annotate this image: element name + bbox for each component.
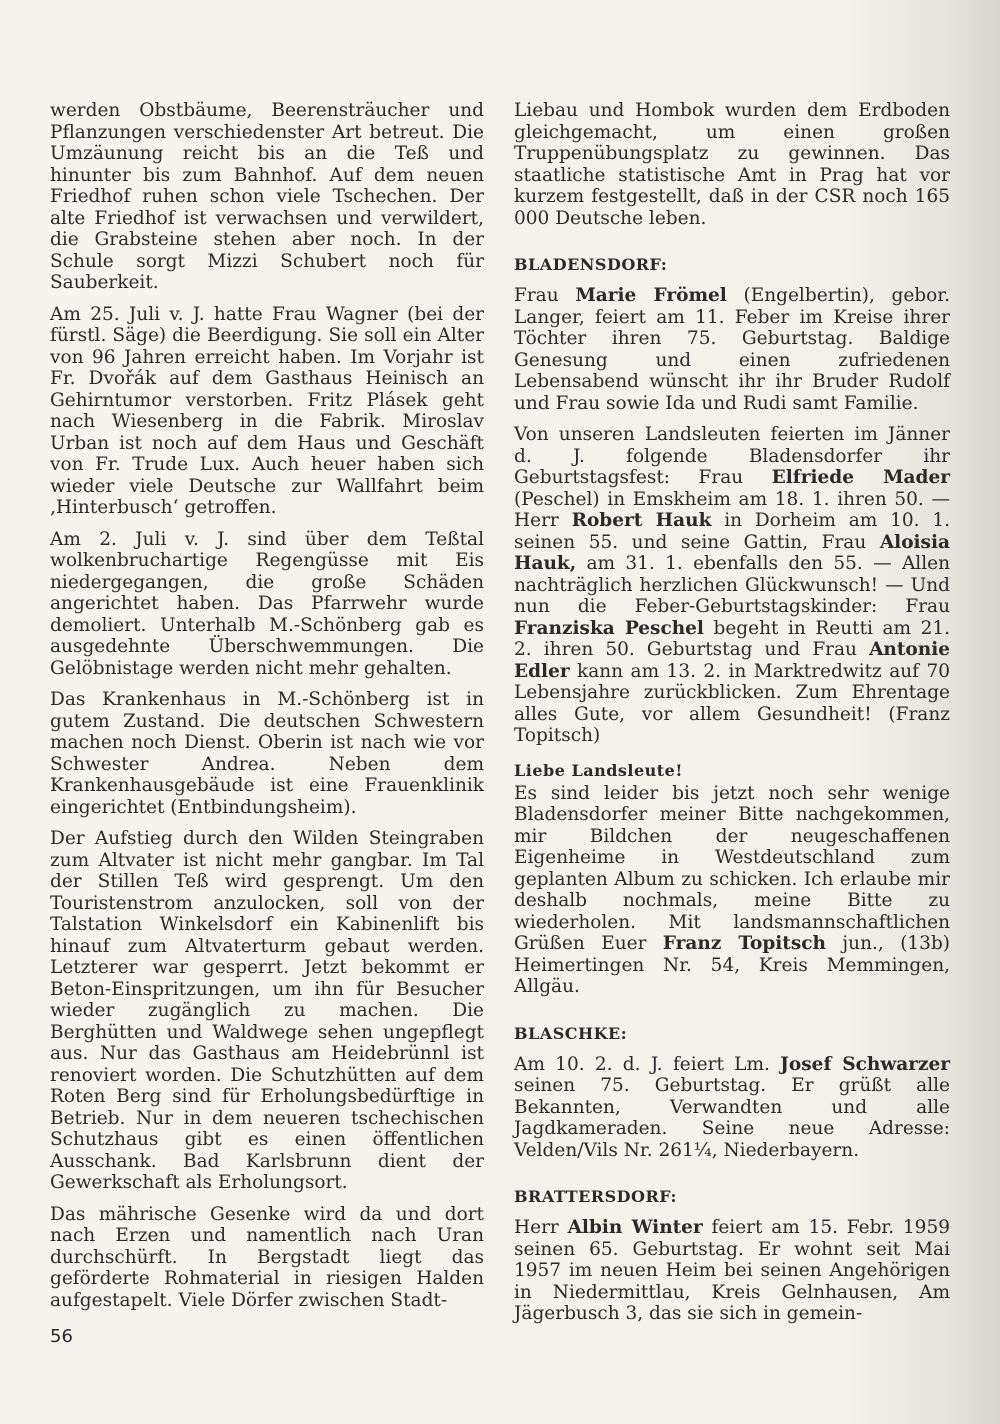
text-run: Von unseren Landsleuten feierten im Jänner d. J. folgende Bladensdorfer ihr Geburtstagsfest: Frau xyxy=(514,424,950,488)
text-run: in Dorheim am 10. 1. seinen 55. und seine Gattin, Frau xyxy=(514,510,951,553)
text-run: Herr xyxy=(514,1217,568,1238)
paragraph: Am 25. Juli v. J. hatte Frau Wagner (bei der fürstl. Säge) die Beerdigung. Sie soll ein Alter von 96 Jahren erreicht haben. Im Vorjahr ist Fr. Dvořák auf dem Gasthaus Heinisch an Gehirntumor verstorben. Fritz Plásek geht nach Wiesenberg in die Fabrik. Miroslav Urban ist noch auf dem Haus und Geschäft von Fr. Trude Lux. Auch heuer haben sich wieder viele Deutsche zur Wallfahrt beim ‚Hinterbusch‘ getroffen. xyxy=(50,303,484,518)
person-name: Albin Winter xyxy=(567,1217,703,1238)
text-run: (Peschel) in Emskheim am 18. 1. ihren 50. — Herr xyxy=(514,488,950,531)
text-run: seinen 75. Geburtstag. Er grüßt alle Bekannten, Verwandten und alle Jagdkameraden. Seine neue Adresse: Velden/Vils Nr. 261¼, Niederbayern. xyxy=(514,1075,950,1161)
paragraph: werden Obstbäume, Beerensträucher und Pflanzungen verschiedenster Art betreut. Die Umzäunung reicht bis an die Teß und hinunter bis zum Bahnhof. Auf dem neuen Friedhof ruhen schon viele Tschechen. Der alte Friedhof ist verwachsen und verwildert, die Grabsteine stehen aber noch. In der Schule sorgt Mizzi Schubert noch für Sauberkeit. xyxy=(50,100,484,293)
person-name: Elfriede Mader xyxy=(771,467,950,488)
page-number: 56 xyxy=(50,1326,73,1347)
text-run: Es sind leider bis jetzt noch sehr wenige Bladensdorfer meiner Bitte nachgekommen, mir Bildchen der neugeschaffenen Eigenheime in Westdeutschland zum geplanten Album zu schicken. Ich erlaube mir deshalb nochmals, meine Bitte zu wiederholen. Mit landsmannschaftlichen Grüßen Euer xyxy=(514,782,950,954)
person-name: Franziska Peschel xyxy=(514,617,704,639)
paragraph xyxy=(514,424,950,747)
text-run: begeht in Reutti am 21. 2. ihren 50. Geburtstag und Frau xyxy=(514,617,950,660)
paragraph xyxy=(514,1217,950,1325)
left-column xyxy=(50,100,484,1321)
person-name: Aloisia Hauk, xyxy=(514,531,950,574)
text-run: (Engelbertin), gebor. Langer, feiert am 11. Feber im Kreise ihrer Töchter ihren 75. Geburtstag. Baldige Genesung und einen zufriedenen Lebensabend wünscht ihr ihr Bruder Rudolf und Frau sowie Ida und Rudi samt Familie. xyxy=(514,285,950,414)
text-run: Frau xyxy=(514,285,576,306)
paragraph: Am 2. Juli v. J. sind über dem Teßtal wolkenbruchartige Regengüsse mit Eis niedergegangen, die große Schäden angerichtet haben. Das Pfarrwehr wurde demoliert. Unterhalb M.-Schönberg gab es ausgedehnte Überschwemmungen. Die Gelöbnistage werden nicht mehr gehalten. xyxy=(50,528,484,679)
paragraph: Liebau und Hombok wurden dem Erdboden gleichgemacht, um einen großen Truppenübungsplatz zu gewinnen. Das staatliche statistische Amt in Prag hat vor kurzem festgestellt, daß in der CSR noch 165 000 Deutsche leben. xyxy=(514,100,950,229)
person-name: Robert Hauk xyxy=(571,510,712,531)
paragraph xyxy=(514,285,950,414)
section-heading-brattersdorf: BRATTERSDORF: xyxy=(514,1187,677,1206)
person-name: Franz Topitsch xyxy=(662,933,826,954)
text-run: jun., (13b) Heimertingen Nr. 54, Kreis Memmingen, Allgäu. xyxy=(514,933,951,997)
paragraph xyxy=(514,1054,950,1162)
section-heading-blaschke: BLASCHKE: xyxy=(514,1023,628,1043)
section-heading-bladensdorf: BLADENSDORF: xyxy=(514,255,668,274)
text-run: am 31. 1. ebenfalls den 55. — Allen nachträglich herzlichen Glückwunsch! — Und nun die Feber-Geburtstagskinder: Frau xyxy=(514,553,950,617)
paragraph: Der Aufstieg durch den Wilden Steingraben zum Altvater ist nicht mehr gangbar. Im Tal der Stillen Teß wird gesprengt. Um den Touristenstrom anzulocken, soll von der Talstation Winkelsdorf ein Kabinenlift bis hinauf zum Altvaterturm gebaut werden. Letzterer war gesperrt. Jetzt bekommt er Beton-Einspritzungen, um ihn für Besucher wieder zugänglich zu machen. Die Berghütten und Waldwege sehen ungepflegt aus. Nur das Gasthaus am Heidebrünnl ist renoviert worden. Die Schutzhütten auf dem Roten Berg sind für Erholungsbedürftige in Betrieb. Nur in dem neueren tschechischen Schutzhaus gibt es einen öffentlichen Ausschank. Bad Karlsbrunn dient der Gewerkschaft als Erholungsort. xyxy=(50,828,484,1193)
text-run: Am 10. 2. d. J. feiert Lm. xyxy=(514,1053,781,1075)
person-name: Marie Frömel xyxy=(575,285,727,306)
person-name: Josef Schwarzer xyxy=(780,1053,951,1075)
paragraph: Das Krankenhaus in M.-Schönberg ist in gutem Zustand. Die deutschen Schwestern machen noch Dienst. Oberin ist nach wie vor Schwester Andrea. Neben dem Krankenhausgebäude ist eine Frauenklinik eingerichtet (Entbindungsheim). xyxy=(50,689,484,818)
text-run: kann am 13. 2. in Marktredwitz auf 70 Lebensjahre zurückblicken. Zum Ehrentage alles Gute, vor allem Gesundheit! (Franz Topitsch) xyxy=(514,660,950,746)
person-name: Antonie Edler xyxy=(514,639,950,682)
section-heading-liebe-landsleute: Liebe Landsleute! xyxy=(514,760,683,780)
paragraph xyxy=(514,783,950,998)
text-run: feiert am 15. Febr. 1959 seinen 65. Geburtstag. Er wohnt seit Mai 1957 im neuen Heim bei seinen Angehörigen in Niedermittlau, Kreis Gelnhausen, Am Jägerbusch 3, das sie sich in gemein- xyxy=(514,1217,950,1324)
paragraph: Das mährische Gesenke wird da und dort nach Erzen und namentlich nach Uran durchschürft. In Bergstadt liegt das geförderte Rohmaterial in riesigen Halden aufgestapelt. Viele Dörfer zwischen Stadt- xyxy=(50,1203,484,1311)
right-column xyxy=(514,100,950,1325)
